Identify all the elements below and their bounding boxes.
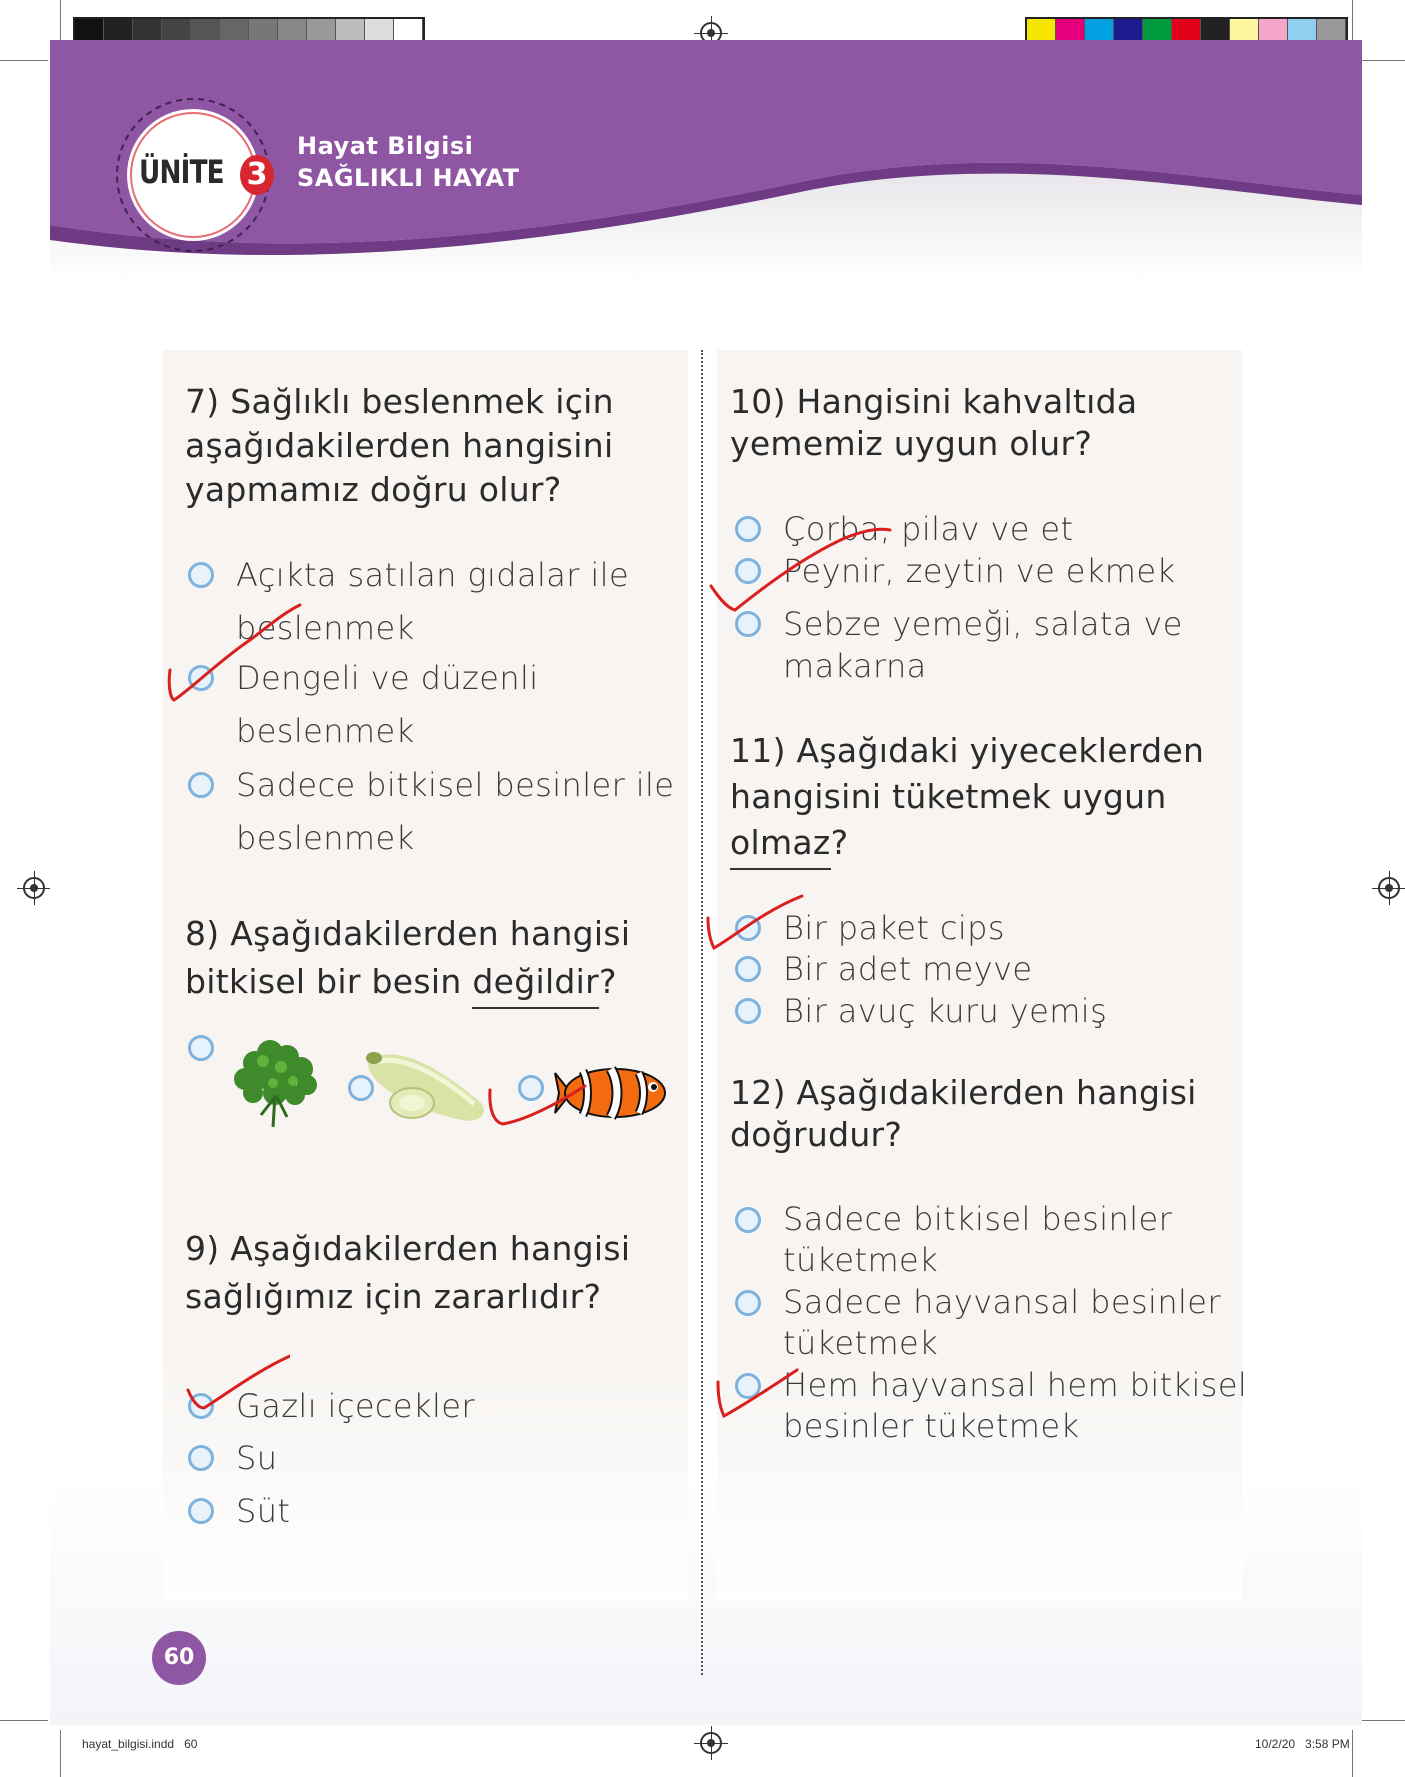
radio-button[interactable] (188, 665, 214, 691)
crop-mark (60, 1730, 61, 1777)
q11-option-c[interactable]: Bir avuç kuru yemiş (735, 990, 1107, 1032)
unit-number: 3 (240, 155, 274, 195)
radio-button[interactable] (735, 998, 761, 1024)
question-12: 12) Aşağıdakilerden hangisi doğrudur? (730, 1073, 1197, 1154)
registration-mark-icon (700, 1732, 722, 1754)
clownfish-image (553, 1063, 673, 1123)
radio-button[interactable] (735, 1373, 761, 1399)
q12-option-a[interactable]: Sadece bitkisel besinler tüketmek (735, 1199, 1172, 1281)
footer-filename: hayat_bilgisi.indd 60 (82, 1737, 198, 1751)
question-7: 7) Sağlıklı beslenmek için aşağıdakilerden hangisini yapmamız doğru olur? (185, 382, 614, 509)
radio-button[interactable] (735, 956, 761, 982)
footer-timestamp: 10/2/20 3:58 PM (1255, 1737, 1350, 1751)
q10-option-b[interactable]: Peynir, zeytin ve ekmek (735, 550, 1175, 592)
crop-mark (0, 60, 48, 61)
question-8: 8) Aşağıdakilerden hangisi bitkisel bir besin değildir? (185, 910, 630, 1006)
radio-button[interactable] (735, 516, 761, 542)
column-divider (701, 350, 703, 1675)
question-10: 10) Hangisini kahvaltıda yememiz uygun olur? (730, 382, 1138, 463)
q12-option-c[interactable]: Hem hayvansal hem bitkisel besinler tüketmek (735, 1365, 1247, 1447)
radio-button[interactable] (188, 1498, 214, 1524)
q11-option-a[interactable]: Bir paket cips (735, 907, 1005, 949)
crop-mark (1360, 60, 1405, 61)
radio-button[interactable] (735, 558, 761, 584)
q10-option-a[interactable]: Çorba, pilav ve et (735, 508, 1073, 550)
radio-button[interactable] (188, 1393, 214, 1419)
unit-badge (113, 95, 273, 255)
parsley-image (225, 1035, 325, 1130)
q9-option-a[interactable]: Gazlı içecekler (188, 1380, 475, 1433)
emphasis-word: değildir (472, 962, 599, 1009)
zucchini-image (362, 1040, 492, 1125)
crop-mark (1360, 1720, 1405, 1721)
question-9: 9) Aşağıdakilerden hangisi sağlığımız için zararlıdır? (185, 1229, 631, 1316)
registration-mark-icon (1378, 877, 1400, 899)
q10-option-c[interactable]: Sebze yemeği, salata ve makarna (735, 603, 1183, 687)
q7-option-a[interactable]: Açıkta satılan gıdalar ile beslenmek (188, 549, 629, 655)
unit-label: ÜNİTE (139, 153, 224, 191)
registration-mark-icon (23, 877, 45, 899)
radio-button[interactable] (188, 772, 214, 798)
q12-option-b[interactable]: Sadece hayvansal besinler tüketmek (735, 1282, 1221, 1364)
q8-option-a[interactable] (188, 1035, 214, 1061)
radio-button[interactable] (735, 915, 761, 941)
crop-mark (1352, 1730, 1353, 1777)
q7-option-b[interactable]: Dengeli ve düzenli beslenmek (188, 652, 539, 758)
emphasis-word: olmaz (730, 823, 831, 870)
crop-mark (0, 1720, 48, 1721)
unit-title: SAĞLIKLI HAYAT (297, 164, 520, 192)
radio-button[interactable] (518, 1075, 544, 1101)
radio-button[interactable] (735, 611, 761, 637)
q8-option-c[interactable] (518, 1075, 544, 1101)
page-number: 60 (152, 1631, 206, 1685)
radio-button[interactable] (735, 1290, 761, 1316)
q9-option-b[interactable]: Su (188, 1432, 277, 1485)
radio-button[interactable] (735, 1207, 761, 1233)
question-11: 11) Aşağıdaki yiyeceklerden hangisini tüketmek uygun olmaz? (730, 728, 1204, 866)
q11-option-b[interactable]: Bir adet meyve (735, 948, 1033, 990)
radio-button[interactable] (188, 1445, 214, 1471)
radio-button[interactable] (188, 1035, 214, 1061)
radio-button[interactable] (188, 562, 214, 588)
q9-option-c[interactable]: Süt (188, 1485, 290, 1538)
q7-option-c[interactable]: Sadece bitkisel besinler ile beslenmek (188, 759, 674, 865)
subject-title: Hayat Bilgisi (297, 132, 474, 160)
